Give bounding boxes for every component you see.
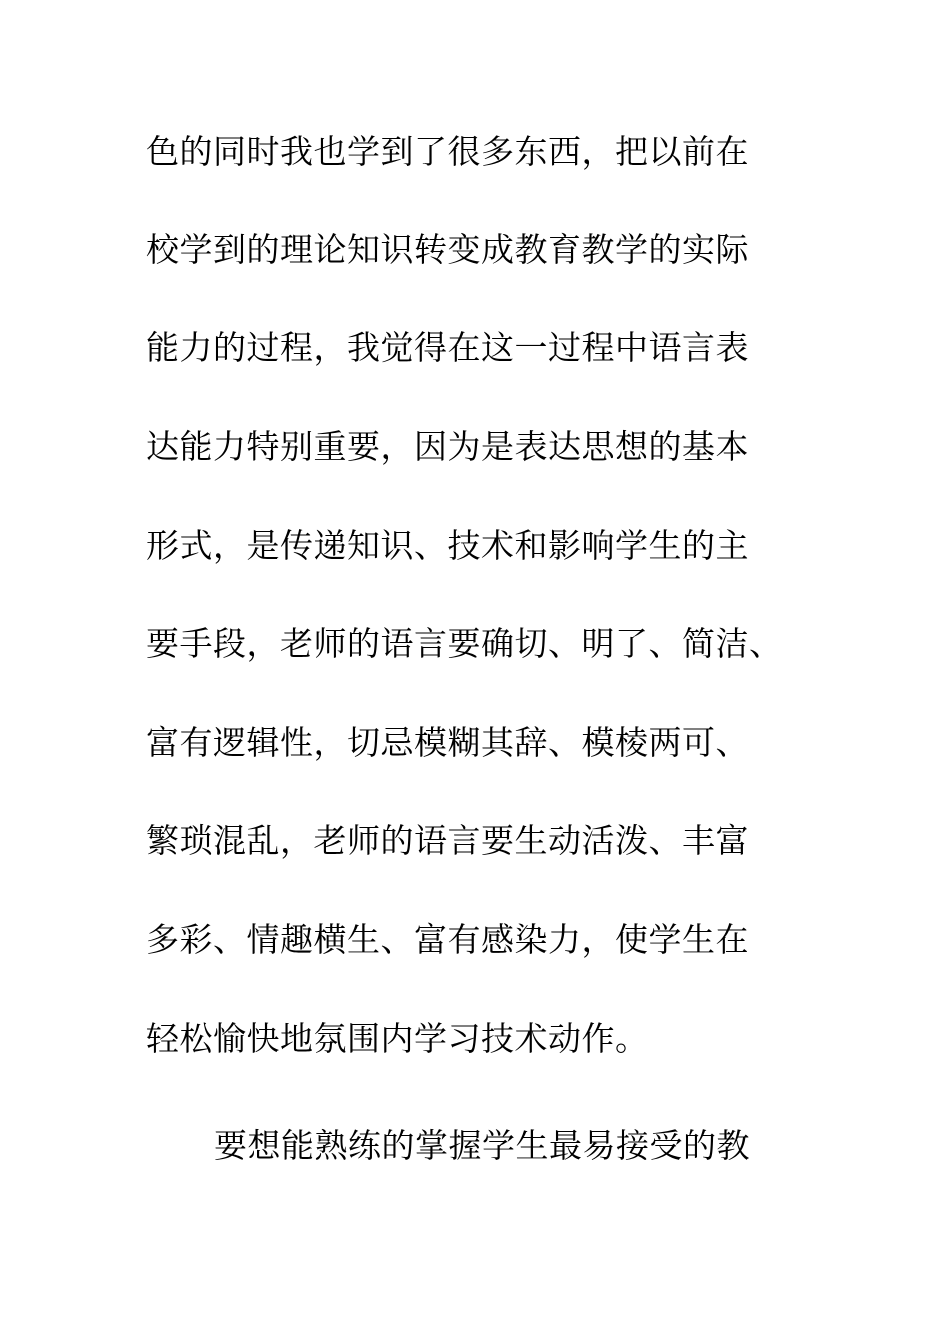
text-line: 繁琐混乱，老师的语言要生动活泼、丰富 bbox=[146, 821, 749, 860]
text-line: 多彩、情趣横生、富有感染力，使学生在 bbox=[146, 920, 749, 959]
text-line: 达能力特别重要，因为是表达思想的基本 bbox=[146, 427, 749, 466]
text-line: 要手段，老师的语言要确切、明了、简洁、 bbox=[146, 624, 783, 663]
text-line: 形式，是传递知识、技术和影响学生的主 bbox=[146, 526, 749, 565]
text-line: 能力的过程，我觉得在这一过程中语言表 bbox=[146, 328, 749, 367]
paragraph-first-line: 要想能熟练的掌握学生最易接受的教 bbox=[214, 1126, 750, 1165]
text-line: 色的同时我也学到了很多东西，把以前在 bbox=[146, 132, 749, 171]
text-line: 轻松愉快地氛围内学习技术动作。 bbox=[146, 1019, 649, 1058]
text-line: 富有逻辑性，切忌模糊其辞、模棱两可、 bbox=[146, 723, 749, 762]
text-line: 校学到的理论知识转变成教育教学的实际 bbox=[146, 230, 749, 269]
